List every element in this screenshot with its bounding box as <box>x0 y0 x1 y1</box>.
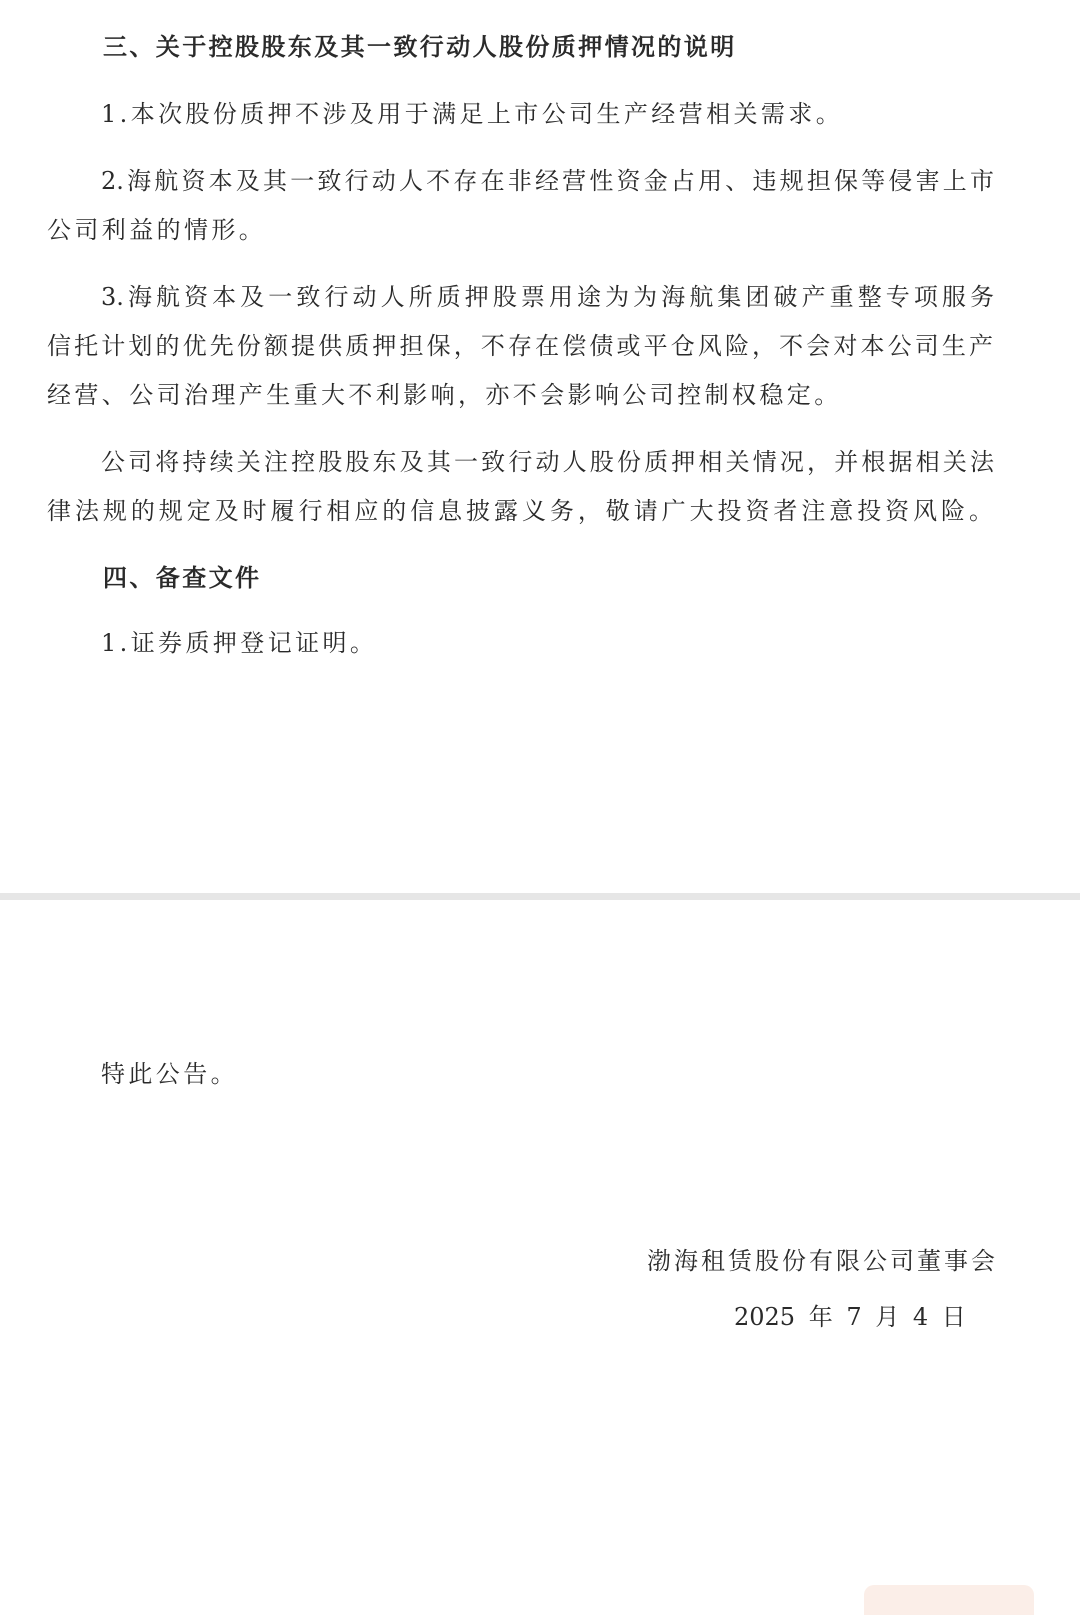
closing-paragraph-line2: 律法规的规定及时履行相应的信息披露义务，敬请广大投资者注意投资风险。 <box>47 497 993 525</box>
floating-action-tab[interactable] <box>864 1585 1034 1615</box>
section3-heading: 三、关于控股股东及其一致行动人股份质押情况的说明 <box>103 32 737 61</box>
signer-name: 渤海租赁股份有限公司董事会 <box>647 1247 998 1275</box>
page-separator <box>0 893 1080 900</box>
closing-paragraph-line1: 公司将持续关注控股股东及其一致行动人股份质押相关情况，并根据相关法 <box>101 448 994 476</box>
section4-heading: 四、备查文件 <box>103 563 262 592</box>
section3-item2-line2: 公司利益的情形。 <box>47 216 267 244</box>
section3-item3-line3: 经营、公司治理产生重大不利影响，亦不会影响公司控制权稳定。 <box>47 381 842 409</box>
announcement-date: 2025 年 7 月 4 日 <box>734 1303 966 1331</box>
announcement-closing: 特此公告。 <box>101 1060 238 1088</box>
section3-item3-line1: 3.海航资本及一致行动人所质押股票用途为为海航集团破产重整专项服务 <box>101 283 994 311</box>
section3-item1: 1.本次股份质押不涉及用于满足上市公司生产经营相关需求。 <box>101 100 844 128</box>
section3-item3-line2: 信托计划的优先份额提供质押担保，不存在偿债或平仓风险，不会对本公司生产 <box>47 332 993 360</box>
section3-item2-line1: 2.海航资本及其一致行动人不存在非经营性资金占用、违规担保等侵害上市 <box>101 167 994 195</box>
section4-item1: 1.证券质押登记证明。 <box>101 629 378 657</box>
